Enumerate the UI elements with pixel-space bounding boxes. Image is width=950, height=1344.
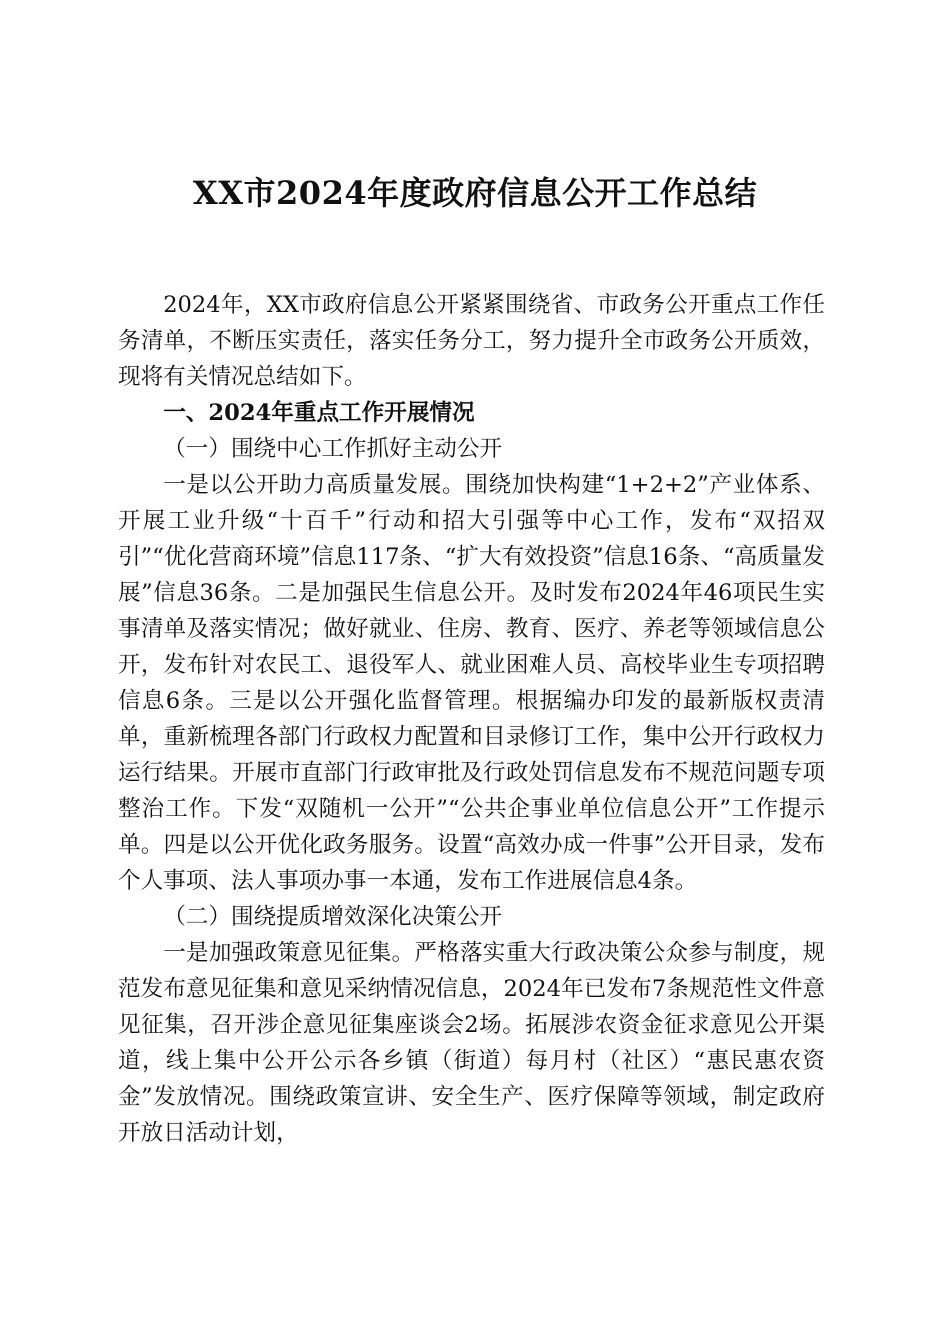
document-body — [118, 287, 825, 1151]
subsection-heading-1: （一）围绕中心工作抓好主动公开 — [163, 436, 503, 462]
subsection-2-paragraph: 一是加强政策意见征集。严格落实重大行政决策公众参与制度，规范发布意见征集和意见采纳情况信息，2024年已发布7条规范性文件意见征集，召开涉企意见征集座谈会2场。拓展涉农资金征求意见公开渠道，线上集中公开公示各乡镇（街道）每月村（社区）“惠民惠农资金”发放情况。围绕政策宣讲、安全生产、医疗保障等领域，制定政府开放日活动计划， — [118, 940, 825, 1146]
subsection-heading-2: （二）围绕提质增效深化决策公开 — [163, 904, 503, 930]
subsection-1-paragraph: 一是以公开助力高质量发展。围绕加快构建“1+2+2”产业体系、开展工业升级“十百千”行动和招大引强等中心工作，发布“双招双引”“优化营商环境”信息117条、“扩大有效投资”信息16条、“高质量发展”信息36条。二是加强民生信息公开。及时发布2024年46项民生实事清单及落实情况；做好就业、住房、教育、医疗、养老等领域信息公开，发布针对农民工、退役军人、就业困难人员、高校毕业生专项招聘信息6条。三是以公开强化监督管理。根据编办印发的最新版权责清单，重新梳理各部门行政权力配置和目录修订工作，集中公开行政权力运行结果。开展市直部门行政审批及行政处罚信息发布不规范问题专项整治工作。下发“双随机一公开”“公共企事业单位信息公开”工作提示单。四是以公开优化政务服务。设置“高效办成一件事”公开目录，发布个人事项、法人事项办事一本通，发布工作进展信息4条。 — [118, 472, 825, 894]
document-title: XX市2024年度政府信息公开工作总结 — [192, 174, 758, 212]
intro-paragraph: 2024年，XX市政府信息公开紧紧围绕省、市政务公开重点工作任务清单，不断压实责任，落实任务分工，努力提升全市政务公开质效，现将有关情况总结如下。 — [118, 292, 825, 390]
section-heading-1: 一、2024年重点工作开展情况 — [163, 400, 475, 426]
